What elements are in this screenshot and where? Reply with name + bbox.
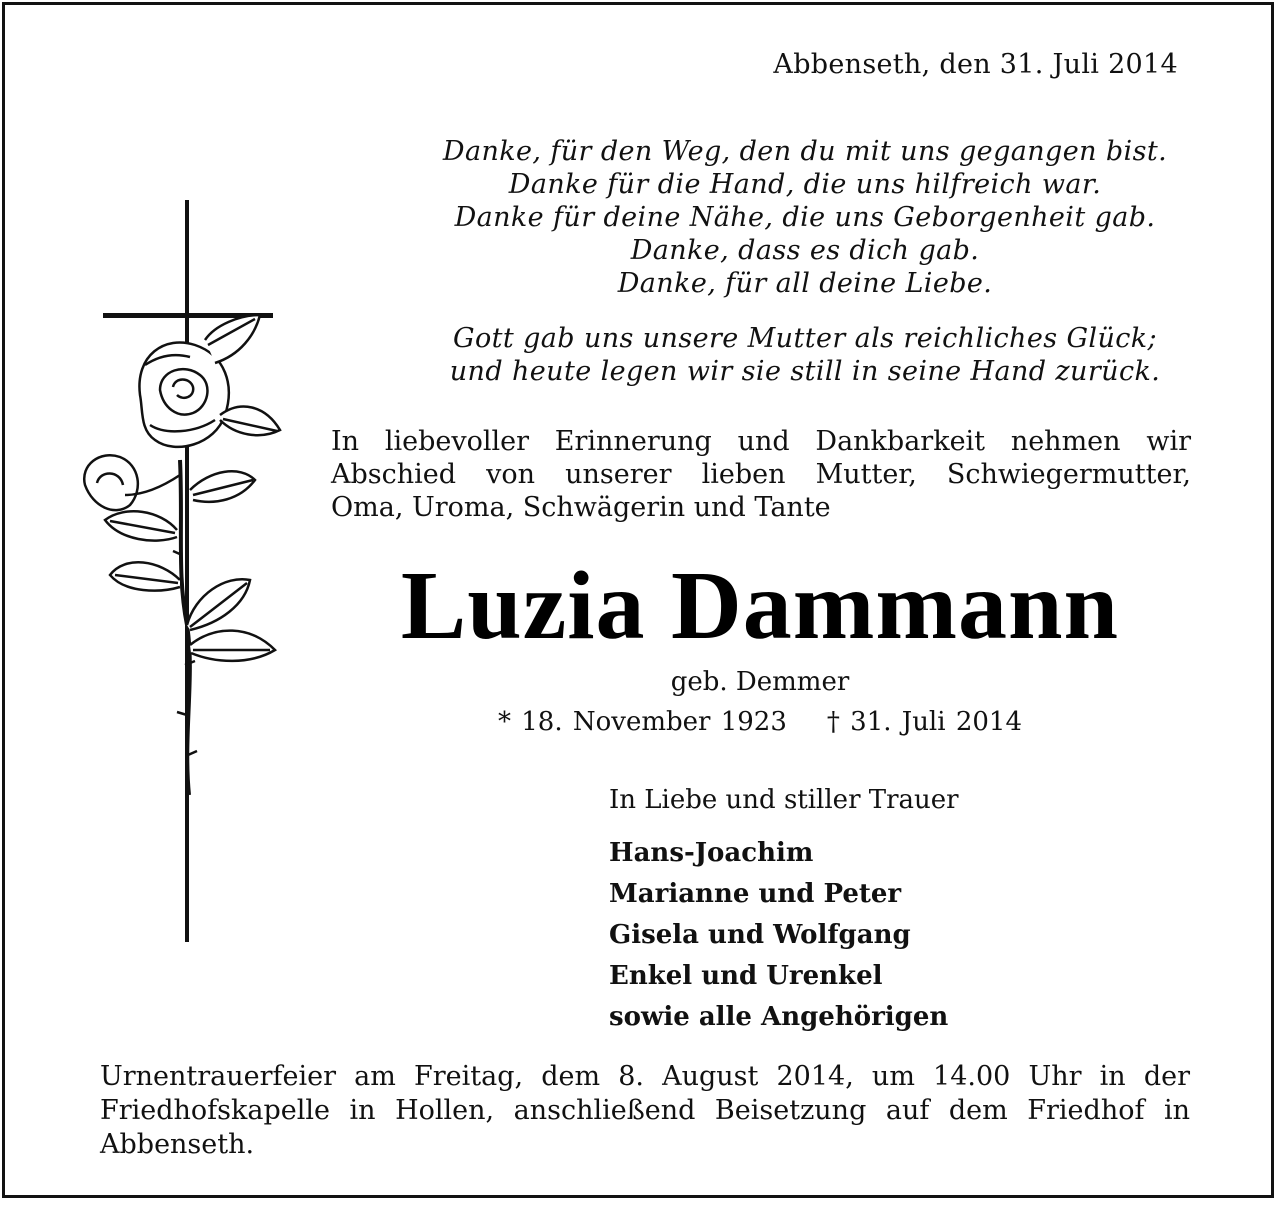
mourners-list [609, 833, 948, 1038]
rose-icon [84, 315, 280, 795]
mourner-name: Marianne und Peter [609, 879, 902, 909]
footer-line: Urnentrauerfeier am Freitag, dem 8. August 2014, um 14.00 Uhr in der [100, 1061, 1190, 1092]
death-date: † 31. Juli 2014 [826, 707, 1022, 737]
poem-line: Danke, für all deine Liebe. [617, 268, 993, 299]
intro-text [331, 425, 1191, 524]
funeral-details [100, 1060, 1190, 1162]
mourner-name: Gisela und Wolfgang [609, 920, 911, 950]
intro-line: Oma, Uroma, Schwägerin und Tante [331, 492, 831, 523]
poem-stanza-1 [335, 135, 1275, 300]
maiden-name: geb. Demmer [670, 667, 850, 697]
place-date: Abbenseth, den 31. Juli 2014 [773, 49, 1178, 80]
mourner-name: Hans-Joachim [609, 838, 814, 868]
poem-line: und heute legen wir sie still in seine Hand zurück. [449, 356, 1161, 387]
footer-line: Abbenseth. [100, 1129, 255, 1160]
poem-stanza-2 [335, 322, 1275, 388]
birth-date: * 18. November 1923 [497, 707, 787, 737]
mourning-heading: In Liebe und stiller Trauer [609, 785, 959, 815]
intro-line: In liebevoller Erinnerung und Dankbarkeit nehmen wir [331, 426, 1191, 457]
life-dates [335, 707, 1185, 737]
poem-line: Gott gab uns unsere Mutter als reichliches Glück; [452, 323, 1158, 354]
cross-rose-illustration [65, 195, 295, 955]
poem-line: Danke für deine Nähe, die uns Geborgenheit gab. [454, 202, 1156, 233]
footer-line: Friedhofskapelle in Hollen, anschließend Beisetzung auf dem Friedhof in [100, 1095, 1190, 1126]
intro-line: Abschied von unserer lieben Mutter, Schwiegermutter, [331, 459, 1191, 490]
mourner-name: Enkel und Urenkel [609, 961, 883, 991]
poem-line: Danke, für den Weg, den du mit uns gegangen bist. [442, 136, 1168, 167]
mourner-name: sowie alle Angehörigen [609, 1002, 949, 1032]
poem-line: Danke, dass es dich gab. [630, 235, 980, 266]
poem-line: Danke für die Hand, die uns hilfreich war. [508, 169, 1102, 200]
obituary-notice [2, 2, 1274, 1198]
deceased-name: Luzia Dammann [400, 552, 1120, 660]
